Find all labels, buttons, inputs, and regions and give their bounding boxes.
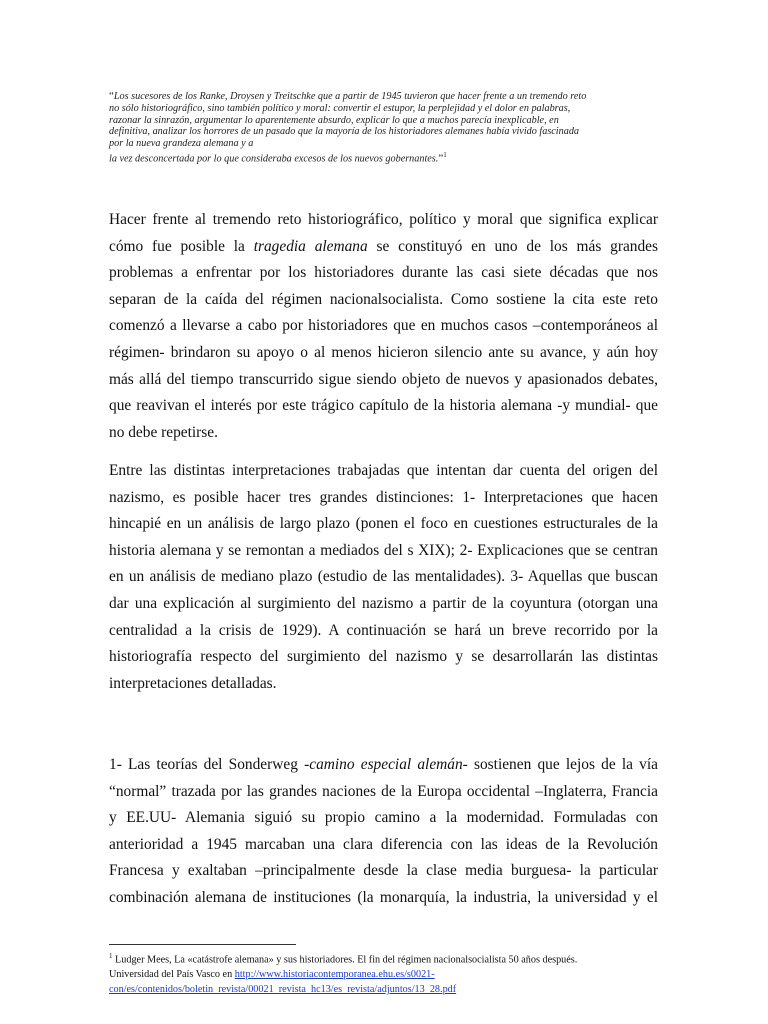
paragraph-line: Entre las distintas interpretaciones trabajadas que intentan dar cuenta del origen del [109, 462, 658, 479]
paragraph-line: “normal” trazada por las grandes naciones de la Europa occidental –Inglaterra, Francia [109, 782, 658, 800]
paragraph-line: nazismo, es posible hacer tres grandes distinciones: 1- Interpretaciones que hacen [109, 488, 658, 506]
paragraph-line [109, 752, 658, 779]
paragraph-line: más allá del tiempo transcurrido sigue siendo objeto de nuevos y apasionados debates, [109, 370, 658, 388]
line-text: cómo fue posible la [109, 237, 254, 255]
paragraph-line: comenzó a llevarse a cabo por historiadores que en muchos casos –contemporáneos al [109, 317, 658, 335]
emphasis-camino-especial: camino especial alemán [309, 756, 463, 773]
paragraph-line: problemas a enfrentar por los historiadores durante las casi siete décadas que nos [109, 264, 658, 282]
line-text: se constituyó en uno de los más grandes [367, 237, 658, 255]
paragraph-line: Hacer frente al tremendo reto historiográfico, político y moral que significa explicar [109, 211, 658, 228]
footnote-line [109, 968, 669, 983]
footnote [109, 949, 669, 997]
paragraph-line: en un análisis de mediano plazo (estudio de las mentalidades). 3- Aquellas que buscan [109, 568, 658, 586]
quote-line [109, 150, 658, 165]
paragraph-line: que reavivan el interés por este trágico capítulo de la historia alemana -y mundial- que [109, 397, 658, 415]
paragraph-line: y EE.UU- Alemania siguió su propio camino a la modernidad. Formuladas con [109, 809, 658, 827]
footnote-link-continued[interactable]: con/es/contenidos/boletin_revista/00021_revista_hc13/es_revista/adjuntos/13_28.pdf [109, 983, 457, 995]
paragraph-line: centralidad a la crisis de 1929). A continuación se hará un breve recorrido por la [109, 621, 658, 639]
emphasis-tragedia-alemana: tragedia alemana [253, 237, 368, 255]
quote-text: Los sucesores de los Ranke, Droysen y Treitschke que a partir de 1945 tuvieron que hacer frente a un tremendo reto [113, 91, 587, 102]
epigraph-quote [109, 91, 658, 165]
quote-line: no sólo historiográfico, sino también político y moral: convertir el estupor, la perplejidad y el dolor en palabras, [109, 102, 571, 114]
open-quote-mark: “ [109, 90, 114, 102]
paragraph-line [109, 234, 658, 261]
footnote-divider [109, 944, 296, 945]
footnote-link[interactable]: http://www.historiacontemporanea.ehu.es/s0021- [234, 968, 435, 980]
paragraph-line: no debe repetirse. [109, 423, 218, 441]
quote-line: por la nueva grandeza alemana y a [109, 138, 254, 150]
footnote-line [109, 983, 669, 998]
footnote-line [109, 949, 669, 968]
line-text: 1- Las teorías del Sonderweg - [109, 756, 310, 773]
close-quote-mark: ” [438, 152, 444, 165]
paragraph-line: interpretaciones detalladas. [109, 674, 277, 692]
footnote-number: 1 [109, 952, 113, 960]
line-text: - sostienen que lejos de la vía [462, 756, 658, 773]
paragraph-3 [109, 752, 658, 912]
footnote-text: Universidad del País Vasco en [109, 968, 235, 980]
paragraph-line: anterioridad a 1945 marcaban una clara diferencia con las ideas de la Revolución [109, 835, 658, 853]
footnote-ref[interactable]: 1 [443, 150, 447, 159]
paragraph-2 [109, 458, 658, 697]
footnote-text: Ludger Mees, La «catástrofe alemana» y sus historiadores. El fin del régimen nacionalsocialista 50 años después. [112, 954, 578, 966]
quote-text: la vez desconcertada por lo que consideraba excesos de los nuevos gobernantes. [109, 153, 439, 165]
paragraph-line: combinación alemana de instituciones (la monarquía, la industria, la universidad y el [109, 888, 658, 906]
paragraph-line: Francesa y exaltaban –principalmente desde la clase media burguesa- la particular [109, 862, 658, 880]
paragraph-line: régimen- brindaron su apoyo o al menos hicieron silencio ante su avance, y aún hoy [109, 343, 658, 361]
paragraph-line: historiografía respecto del surgimiento del nazismo y se desarrollarán las distintas [109, 648, 658, 666]
quote-line: definitiva, analizar los horrores de un pasado que la mayoría de los historiadores alemanes había vivido fascinada [109, 126, 580, 138]
paragraph-line: dar una explicación al surgimiento del nazismo a partir de la coyuntura (otorgan una [109, 594, 658, 612]
paragraph-1 [109, 207, 658, 446]
paragraph-line: historia alemana y se remontan a mediados del s XIX); 2- Explicaciones que se centran [109, 541, 658, 559]
paragraph-line: separan de la caída del régimen nacionalsocialista. Como sostiene la cita este reto [109, 290, 658, 308]
quote-line [109, 91, 658, 103]
quote-line: razonar la sinrazón, argumentar lo aparentemente absurdo, explicar lo que a muchos parecía inexplicable, en [109, 114, 559, 126]
paragraph-line: hincapié en un análisis de largo plazo (ponen el foco en cuestiones estructurales de la [109, 515, 658, 533]
